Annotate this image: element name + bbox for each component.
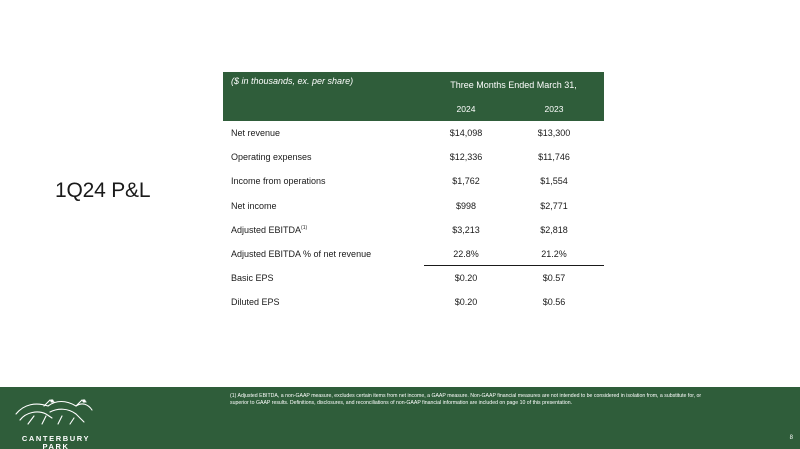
value-2023: $2,771	[540, 200, 568, 211]
value-2024: $12,336	[449, 152, 483, 163]
footer-bar	[0, 387, 800, 449]
table-row	[223, 194, 604, 218]
table-row	[223, 266, 604, 290]
value-2023: $2,818	[540, 224, 568, 235]
row-label: Adjusted EBITDA % of net revenue	[231, 248, 372, 259]
period-header: Three Months Ended March 31,	[450, 80, 577, 90]
value-2023: 21.2%	[541, 248, 567, 259]
value-2024: $998	[455, 200, 477, 211]
row-label: Diluted EPS	[231, 297, 280, 308]
value-2024: 22.8%	[453, 248, 479, 259]
value-2024: $0.20	[454, 297, 478, 308]
units-note: ($ in thousands, ex. per share)	[231, 76, 354, 86]
table-row	[223, 121, 604, 145]
value-2024: $0.20	[454, 273, 478, 284]
year-2023-header: 2023	[544, 104, 564, 114]
slide-title: 1Q24 P&L	[55, 179, 151, 202]
value-2023: $11,746	[538, 152, 570, 163]
table-row	[223, 145, 604, 169]
value-2024: $1,762	[452, 176, 480, 187]
logo-wordmark-line1: CANTERBURY	[21, 434, 91, 443]
value-2024: $14,098	[449, 128, 483, 138]
value-2024: $3,213	[452, 224, 480, 235]
table-row	[223, 242, 604, 266]
row-label: Income from operations	[231, 176, 326, 187]
row-label: Operating expenses	[231, 152, 312, 163]
footnote-marker: (1)	[301, 224, 308, 231]
page-number: 8	[789, 435, 793, 441]
year-2024-header: 2024	[456, 104, 476, 114]
row-label: Net income	[231, 200, 277, 211]
logo-wordmark-line2: PARK	[42, 442, 70, 449]
value-2023: $0.57	[542, 273, 566, 284]
footnote-text: (1) Adjusted EBITDA, a non-GAAP measure, excludes certain items from net income, a GAAP measure. Non-GAAP financial measures are not intended to be considered in isolation from, a substitute for, or superior to GAAP results. Definitions, disclosures, and reconciliations of non-GAAP financial information are included on page 10 of this presentation.	[230, 393, 702, 407]
pl-table	[223, 72, 604, 315]
table-header	[223, 72, 604, 121]
row-label: Net revenue	[231, 128, 281, 138]
value-2023: $1,554	[540, 176, 568, 187]
row-label-text: Adjusted EBITDA	[231, 224, 302, 235]
table-row	[223, 169, 604, 193]
table-row	[223, 290, 604, 314]
table-row	[223, 218, 604, 242]
value-2023: $0.56	[542, 297, 566, 308]
row-label	[231, 225, 307, 235]
racehorses-icon	[6, 394, 96, 432]
value-2023: $13,300	[537, 128, 571, 138]
row-label: Basic EPS	[231, 273, 274, 284]
company-logo	[6, 394, 96, 449]
